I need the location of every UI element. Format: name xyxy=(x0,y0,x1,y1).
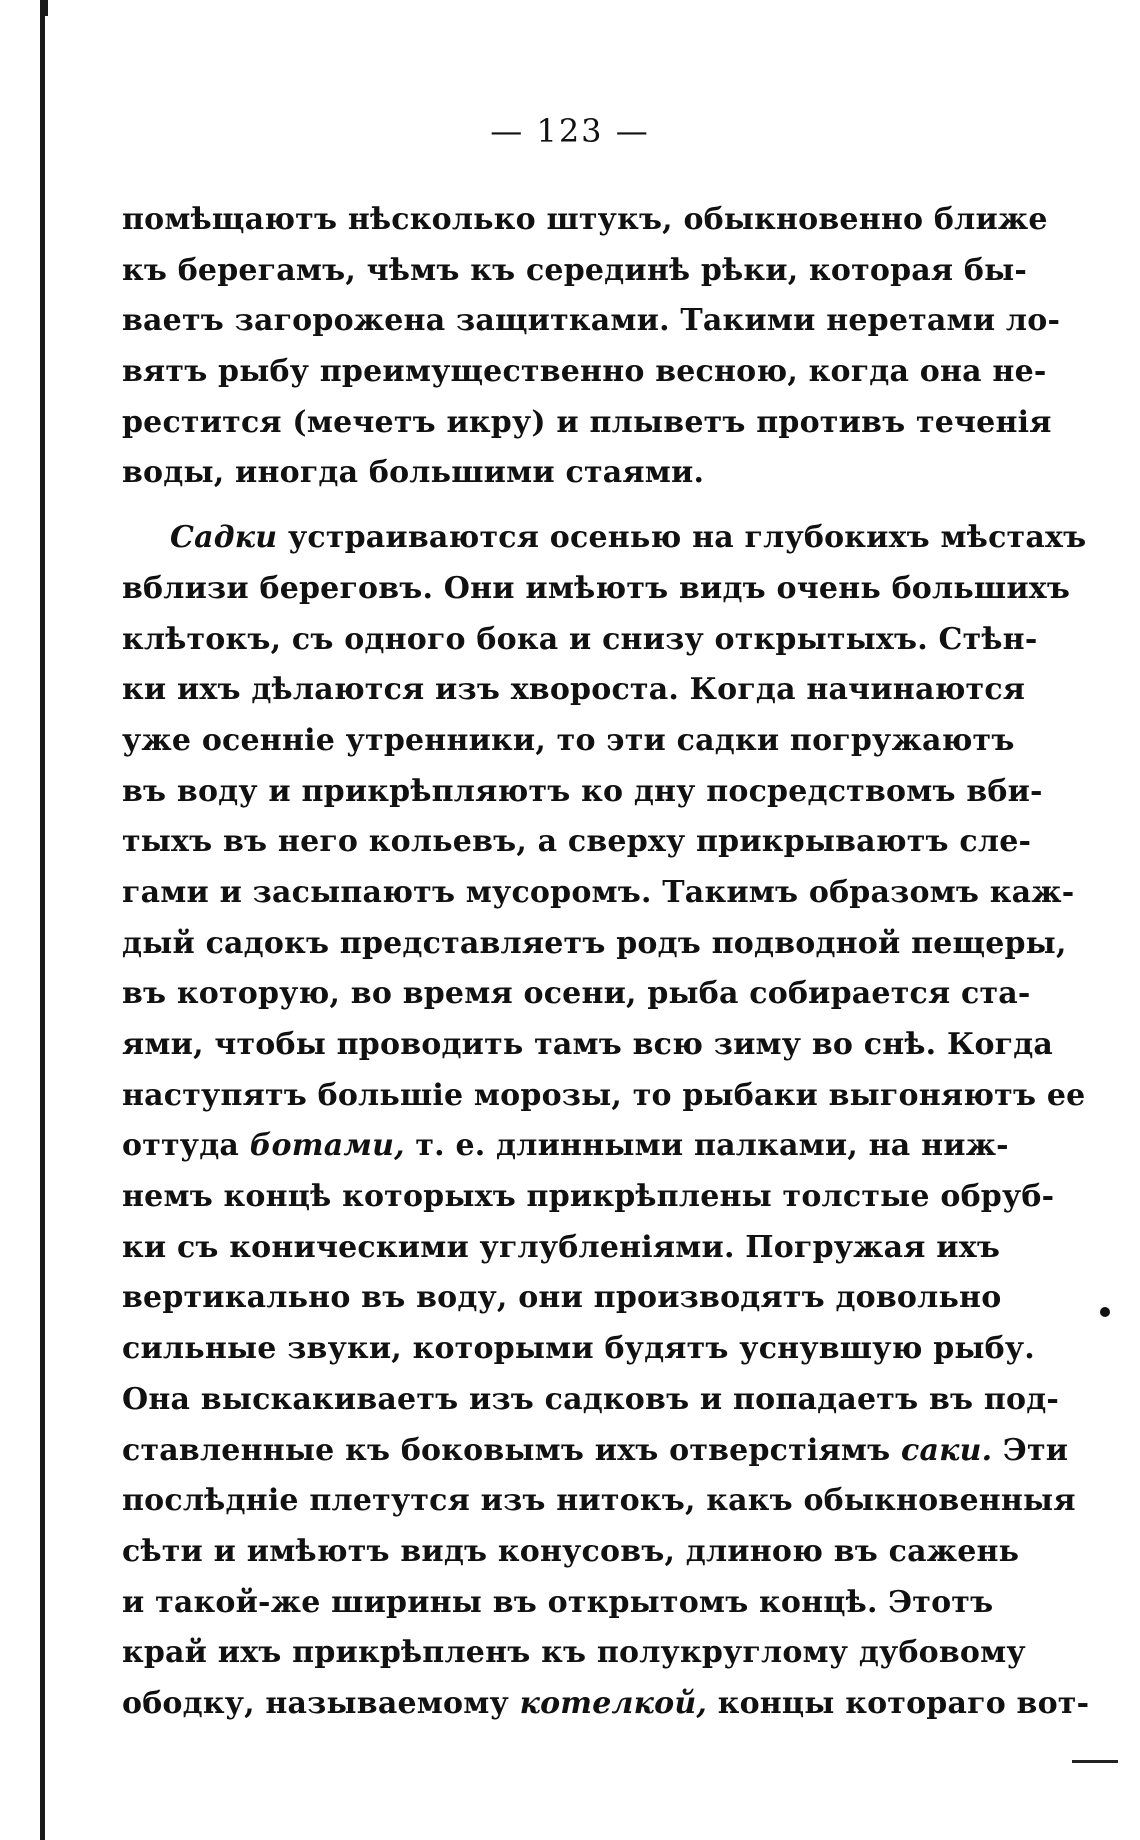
term-saki: саки. xyxy=(901,1432,993,1468)
text-line: край ихъ прикрѣпленъ къ полукруглому дубовому xyxy=(122,1635,1026,1671)
page-number: — 123 — xyxy=(490,112,650,150)
paragraph-gap xyxy=(122,499,952,513)
text-line: воды, иногда большими стаями. xyxy=(122,455,705,491)
text-span: оттуда xyxy=(122,1128,240,1164)
text-line: вятъ рыбу преимущественно весною, когда она не- xyxy=(122,354,1047,390)
text-line: дый садокъ представляетъ родъ подводной пещеры, xyxy=(122,925,1067,961)
text-line: клѣтокъ, съ одного бока и снизу открытыхъ. Стѣн- xyxy=(122,621,1038,657)
text-line: сѣти и имѣютъ видъ конусовъ, длиною въ сажень xyxy=(122,1533,1020,1569)
margin-dash xyxy=(1072,1760,1118,1763)
text-line xyxy=(122,1426,1069,1477)
text-line: помѣщаютъ нѣсколько штукъ, обыкновенно ближе xyxy=(122,202,1048,237)
text-line xyxy=(122,513,1087,564)
text-line xyxy=(122,1679,1090,1730)
text-line: ваетъ загорожена защитками. Такими неретами ло- xyxy=(122,303,1061,339)
text-line: къ берегамъ, чѣмъ къ серединѣ рѣки, которая бы- xyxy=(122,252,1028,288)
text-line: рестится (мечетъ икру) и плыветъ противъ теченія xyxy=(122,404,1052,440)
text-line: вблизи береговъ. Они имѣютъ видъ очень большихъ xyxy=(122,570,1071,606)
text-line: наступятъ большіе морозы, то рыбаки выгоняютъ ее xyxy=(122,1077,1086,1113)
text-span: ободку, называемому xyxy=(122,1685,509,1721)
scan-binding-edge xyxy=(40,0,45,1840)
term-botami: ботами, xyxy=(249,1128,405,1164)
text-span: концы котораго вот- xyxy=(717,1685,1090,1721)
text-line: послѣдніе плетутся изъ нитокъ, какъ обыкновенныя xyxy=(122,1483,1076,1519)
paragraph xyxy=(122,195,1061,499)
page-body xyxy=(122,195,1090,1730)
term-sadki: Садки xyxy=(170,520,278,556)
text-span: т. е. длинными палками, на ниж- xyxy=(415,1128,1009,1164)
margin-dot xyxy=(1100,1307,1110,1317)
text-line xyxy=(122,1121,1009,1172)
text-line: и такой-же ширины въ открытомъ концѣ. Этотъ xyxy=(122,1584,994,1620)
text-line: вертикально въ воду, они производятъ довольно xyxy=(122,1280,1002,1316)
text-span: ставленные къ боковымъ ихъ отверстіямъ xyxy=(122,1432,891,1468)
text-line: тыхъ въ него кольевъ, а сверху прикрываютъ сле- xyxy=(122,824,1032,860)
term-kotelkoi: котелкой, xyxy=(519,1685,708,1721)
text-span: устраиваются осенью на глубокихъ мѣстахъ xyxy=(287,520,1087,556)
text-line: въ которую, во время осени, рыба собирается ста- xyxy=(122,976,1031,1012)
text-line: въ воду и прикрѣпляютъ ко дну посредствомъ вби- xyxy=(122,773,1043,809)
text-line: немъ концѣ которыхъ прикрѣплены толстые обруб- xyxy=(122,1179,1055,1215)
text-line: сильные звуки, которыми будятъ уснувшую рыбу. xyxy=(122,1331,1035,1367)
text-line: ями, чтобы проводить тамъ всю зиму во снѣ. Когда xyxy=(122,1027,1054,1062)
text-line: ки съ коническими углубленіями. Погружая ихъ xyxy=(122,1229,1001,1265)
text-line: уже осенніе утренники, то эти садки погружаютъ xyxy=(122,722,1015,758)
text-line: ки ихъ дѣлаются изъ хвороста. Когда начинаются xyxy=(122,672,1026,708)
text-line: гами и засыпаютъ мусоромъ. Такимъ образомъ каж- xyxy=(122,874,1075,910)
text-span: Эти xyxy=(1002,1432,1069,1468)
paragraph xyxy=(122,513,1090,1730)
text-line: Она выскакиваетъ изъ садковъ и попадаетъ въ под- xyxy=(122,1381,1060,1417)
